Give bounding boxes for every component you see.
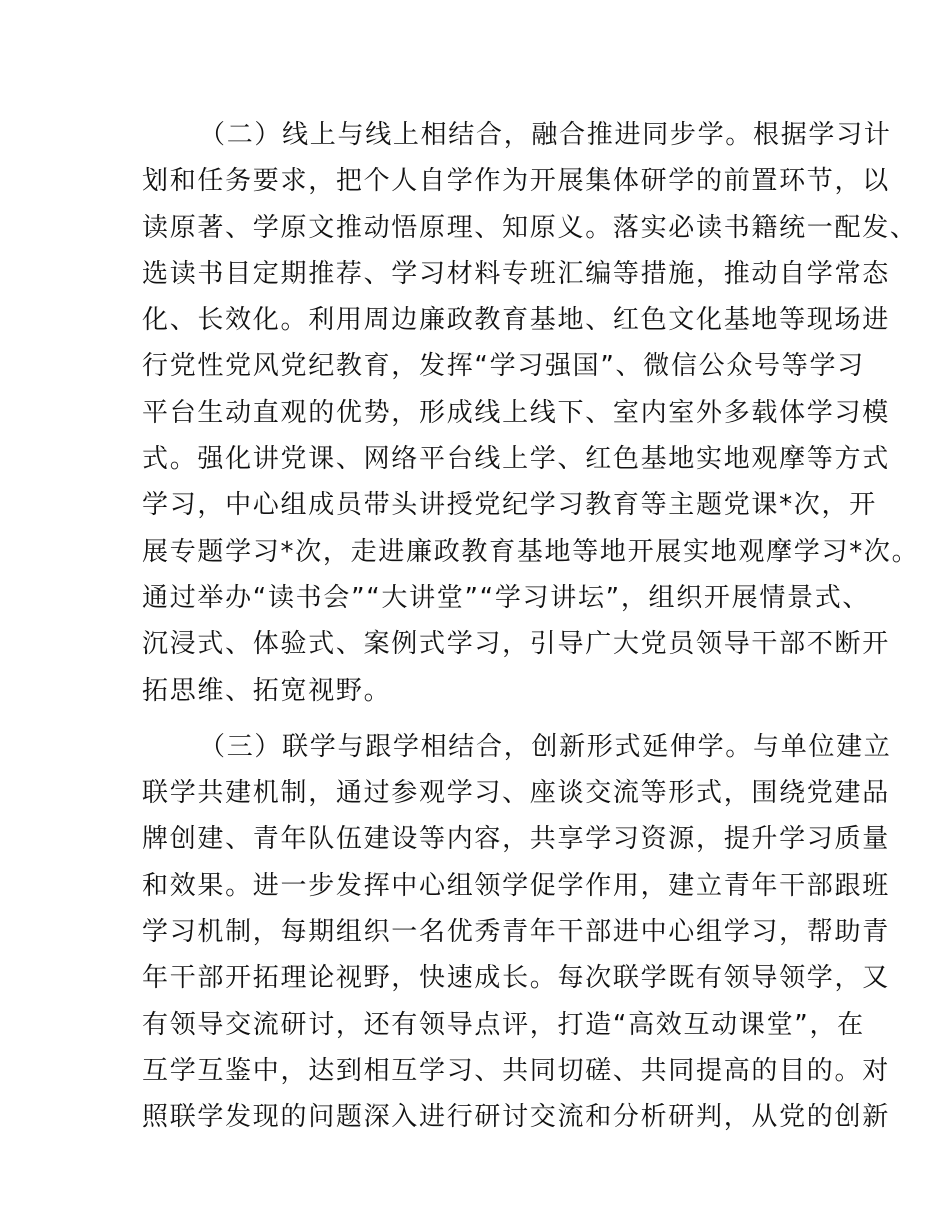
text-line: 平台生动直观的优势，形成线上线下、室内室外多载体学习模 (142, 397, 890, 428)
paragraph-heading-line: （二）线上与线上相结合，融合推进同步学。根据学习计 (199, 120, 892, 150)
text-line: 学习机制，每期组织一名优秀青年干部进中心组学习，帮助青 (142, 917, 890, 948)
paragraph-joint-learning (142, 724, 892, 1141)
text-line: 年干部开拓理论视野，快速成长。每次联学既有领导领学，又 (142, 963, 890, 994)
text-line: 化、长效化。利用周边廉政教育基地、红色文化基地等现场进 (142, 305, 890, 336)
text-line: 联学共建机制，通过参观学习、座谈交流等形式，围绕党建品 (142, 778, 890, 809)
text-line: 划和任务要求，把个人自学作为开展集体研学的前置环节，以 (142, 166, 890, 197)
document-body (142, 112, 920, 1141)
text-line: 照联学发现的问题深入进行研讨交流和分析研判，从党的创新 (142, 1102, 890, 1133)
text-line: 展专题学习*次，走进廉政教育基地等地开展实地观摩学习*次。 (142, 536, 920, 567)
text-line: 有领导交流研讨，还有领导点评，打造“高效互动课堂”，在 (142, 1009, 865, 1040)
text-line: 学习，中心组成员带头讲授党纪学习教育等主题党课*次，开 (142, 490, 877, 521)
paragraph-heading-line: （三）联学与跟学相结合，创新形式延伸学。与单位建立 (199, 731, 892, 762)
text-line: 互学互鉴中，达到相互学习、共同切磋、共同提高的目的。对 (142, 1055, 890, 1086)
paragraph-online-offline-learning (142, 112, 920, 714)
text-line: 和效果。进一步发挥中心组领学促学作用，建立青年干部跟班 (142, 870, 890, 901)
text-line: 行党性党风党纪教育，发挥“学习强国”、微信公众号等学习 (142, 351, 865, 382)
text-line: 选读书目定期推荐、学习材料专班汇编等措施，推动自学常态 (142, 258, 890, 289)
text-line: 牌创建、青年队伍建设等内容，共享学习资源，提升学习质量 (142, 824, 890, 855)
text-line: 式。强化讲党课、网络平台线上学、红色基地实地观摩等方式 (142, 444, 890, 475)
text-line: 拓思维、拓宽视野。 (142, 675, 392, 706)
text-line: 读原著、学原文推动悟原理、知原义。落实必读书籍统一配发、 (142, 212, 918, 243)
text-line: 通过举办“读书会”“大讲堂”“学习讲坛”，组织开展情景式、 (142, 582, 871, 613)
text-line: 沉浸式、体验式、案例式学习，引导广大党员领导干部不断开 (142, 629, 890, 660)
paragraph-spacer (142, 714, 832, 724)
